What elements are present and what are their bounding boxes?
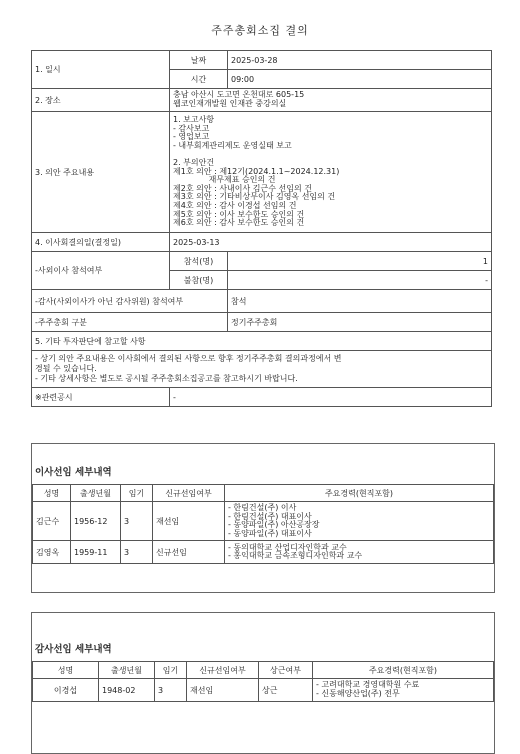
absent-value: - xyxy=(228,271,492,290)
agenda-content xyxy=(170,112,492,233)
career-line: - 신동해양산업(주) 전무 xyxy=(316,689,400,698)
agenda-line: - 감사보고 xyxy=(173,123,210,133)
director-header-cell: 임기 xyxy=(121,485,153,502)
agenda-line: 제6호 의안 : 감사 보수한도 승인의 건 xyxy=(173,218,305,228)
director-header-cell: 신규선임여부 xyxy=(153,485,225,502)
auditor-attend-value: 참석 xyxy=(228,290,492,313)
director-name: 김영옥 xyxy=(33,541,71,564)
director-career xyxy=(225,541,494,564)
agenda-line: 제1호 의안 : 제12기(2024.1.1~2024.12.31) xyxy=(173,166,340,176)
note-line: - 기타 상세사항은 별도로 공시될 주주총회소집공고를 참고하시기 바랍니다. xyxy=(35,374,298,383)
auditor-header-cell: 성명 xyxy=(33,662,99,679)
auditor-header-cell: 출생년월 xyxy=(99,662,155,679)
agenda-line xyxy=(173,151,488,160)
agenda-line: 제3호 의안 : 기타비상무이사 김영옥 선임의 건 xyxy=(173,192,336,202)
other-info-notes xyxy=(32,351,492,388)
director-section-title: 이사선임 세부내역 xyxy=(35,467,112,478)
auditor-section xyxy=(31,612,495,754)
director-header-cell: 성명 xyxy=(33,485,71,502)
resolution-table xyxy=(31,50,492,407)
agenda-line: 제4호 의안 : 감사 이경섭 선임의 건 xyxy=(173,201,297,211)
auditor-header-cell: 상근여부 xyxy=(259,662,313,679)
note-line: - 상기 의안 주요내용은 이사회에서 결의된 사항으로 향후 정기주주총회 결의과정에서 변 xyxy=(35,354,342,363)
director-status: 재선임 xyxy=(153,502,225,541)
auditor-attend-label: -감사(사외이사가 아닌 감사위원) 참석여부 xyxy=(32,290,228,313)
absent-label: 불참(명) xyxy=(170,271,228,290)
other-info-label: 5. 기타 투자판단에 참고할 사항 xyxy=(32,332,492,351)
time-label: 시간 xyxy=(170,70,228,89)
meeting-type-value: 정기주주총회 xyxy=(228,313,492,332)
director-name: 김근수 xyxy=(33,502,71,541)
attend-value: 1 xyxy=(228,252,492,271)
auditor-header-cell: 주요경력(현직포함) xyxy=(313,662,494,679)
attend-label: 참석(명) xyxy=(170,252,228,271)
place-line-2: 웹코인재개발원 인재관 중강의실 xyxy=(173,99,287,108)
career-line: - 동양파일(주) 대표이사 xyxy=(228,528,312,538)
career-line: - 동의대학교 산업디자인학과 교수 xyxy=(228,542,347,552)
auditor-header-cell: 임기 xyxy=(155,662,187,679)
career-line: - 한림건설(주) 이사 xyxy=(228,503,297,512)
auditor-fulltime: 상근 xyxy=(259,679,313,702)
agenda-line: 1. 보고사항 xyxy=(173,115,215,125)
note-line: 경될 수 있습니다. xyxy=(35,364,97,373)
related-disclosure-value: - xyxy=(170,388,492,407)
table-row xyxy=(33,541,494,564)
career-line: - 동양파일(주) 아산공장장 xyxy=(228,520,320,530)
career-line: - 한림건설(주) 대표이사 xyxy=(228,511,312,521)
career-line: - 고려대학교 경영대학원 수료 xyxy=(316,680,420,690)
board-date-label: 4. 이사회결의일(결정일) xyxy=(32,233,170,252)
board-date-value: 2025-03-13 xyxy=(170,233,492,252)
place-value xyxy=(170,89,492,112)
table-row xyxy=(33,679,494,702)
place-label: 2. 장소 xyxy=(32,89,170,112)
director-birth: 1956-12 xyxy=(71,502,121,541)
date-label: 날짜 xyxy=(170,51,228,70)
date-value: 2025-03-28 xyxy=(228,51,492,70)
director-term: 3 xyxy=(121,502,153,541)
table-row xyxy=(33,502,494,541)
agenda-line: - 영업보고 xyxy=(173,132,210,142)
director-career xyxy=(225,502,494,541)
director-header-cell: 출생년월 xyxy=(71,485,121,502)
auditor-status: 재선임 xyxy=(187,679,259,702)
director-section xyxy=(31,443,495,593)
outside-director-label: -사외이사 참석여부 xyxy=(32,252,170,290)
agenda-line: 제5호 의안 : 이사 보수한도 승인의 건 xyxy=(173,209,305,219)
director-birth: 1959-11 xyxy=(71,541,121,564)
career-line: - 홍익대학교 금속조형디자인학과 교수 xyxy=(228,551,363,561)
auditor-header-cell: 신규선임여부 xyxy=(187,662,259,679)
director-table xyxy=(32,484,494,564)
auditor-table xyxy=(32,661,494,702)
agenda-line: 재무제표 승인의 건 xyxy=(173,175,276,185)
auditor-career xyxy=(313,679,494,702)
date-time-label: 1. 일시 xyxy=(32,51,170,89)
director-header-cell: 주요경력(현직포함) xyxy=(225,485,494,502)
director-status: 신규선임 xyxy=(153,541,225,564)
auditor-birth: 1948-02 xyxy=(99,679,155,702)
time-value: 09:00 xyxy=(228,70,492,89)
auditor-section-title: 감사선임 세부내역 xyxy=(35,644,112,655)
place-line-1: 충남 아산시 도고면 온천대로 605-15 xyxy=(173,90,305,100)
agenda-label: 3. 의안 주요내용 xyxy=(32,112,170,233)
director-term: 3 xyxy=(121,541,153,564)
agenda-line: - 내부회계관리제도 운영실태 보고 xyxy=(173,140,292,150)
auditor-name: 이경섭 xyxy=(33,679,99,702)
auditor-term: 3 xyxy=(155,679,187,702)
meeting-type-label: -주주총회 구분 xyxy=(32,313,228,332)
related-disclosure-label: ※관련공시 xyxy=(32,388,170,407)
agenda-line: 2. 부의안건 xyxy=(173,158,215,168)
page-title: 주주총회소집 결의 xyxy=(211,24,309,37)
agenda-line: 제2호 의안 : 사내이사 김근수 선임의 건 xyxy=(173,183,312,193)
